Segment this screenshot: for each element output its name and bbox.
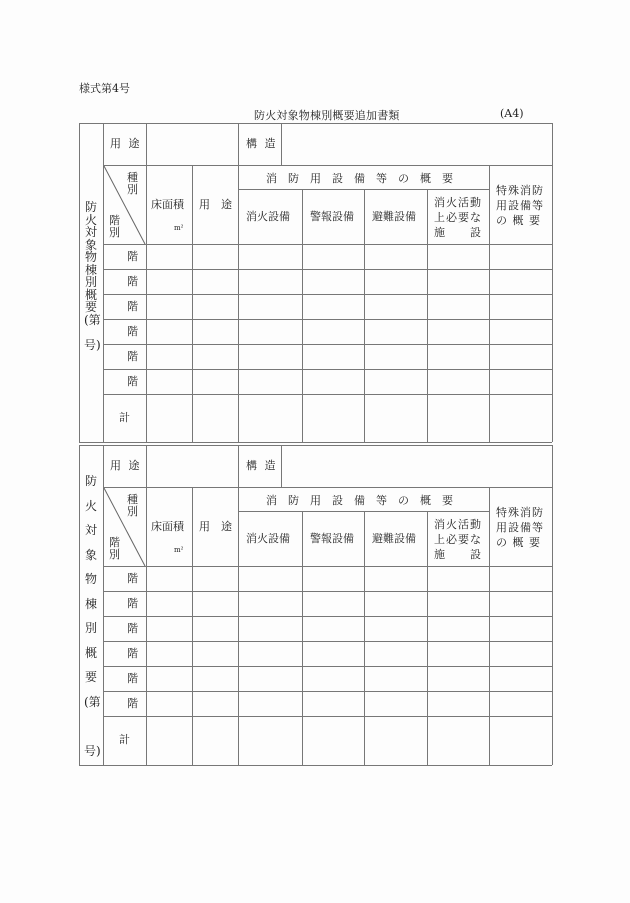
floor-row-cell[interactable]	[147, 370, 192, 394]
floor-row-cell[interactable]	[365, 370, 427, 394]
use-value-field[interactable]	[147, 446, 237, 486]
side-vertical-label-char: (第	[84, 694, 101, 709]
floor-row-cell[interactable]	[490, 295, 552, 319]
floor-row-label: 階	[127, 672, 138, 685]
floor-row-cell[interactable]	[490, 245, 552, 269]
use-row-bottom	[103, 165, 552, 166]
evacuation-equipment-label: 避難設備	[372, 210, 416, 223]
floor-row-cell[interactable]	[239, 642, 302, 666]
floor-row-cell[interactable]	[239, 567, 302, 591]
floor-row-cell[interactable]	[239, 592, 302, 616]
floor-row-cell[interactable]	[303, 245, 364, 269]
structure-label: 構 造	[246, 459, 278, 472]
floor-row-cell[interactable]	[365, 567, 427, 591]
floor-row-cell[interactable]	[147, 245, 192, 269]
side-vertical-label-char: 概	[84, 645, 97, 660]
special-equipment-label: の 概 要	[496, 536, 541, 549]
side-vertical-label-char: 象	[84, 237, 97, 252]
floor-row-label: 階	[127, 572, 138, 585]
floor-row-cell[interactable]	[428, 320, 489, 344]
floor-row-cell[interactable]	[428, 617, 489, 641]
floor-row-label: 階	[127, 647, 138, 660]
alarm-equipment-label: 警報設備	[310, 532, 354, 545]
side-vertical-label-char: 防	[84, 200, 97, 214]
total-row-cell[interactable]	[147, 395, 192, 441]
side-vertical-label-char: 対	[84, 523, 97, 537]
side-vertical-label-char: (第	[84, 312, 101, 327]
floor-area-label: 床面積	[151, 520, 184, 533]
floor-row-cell[interactable]	[303, 370, 364, 394]
structure-label: 構 造	[246, 137, 278, 150]
floor-row-cell[interactable]	[428, 345, 489, 369]
total-row-cell[interactable]	[365, 717, 427, 764]
total-row-cell[interactable]	[303, 395, 364, 441]
floor-row-cell[interactable]	[239, 320, 302, 344]
floor-row-cell[interactable]	[303, 592, 364, 616]
equipment-group-bottom	[238, 189, 489, 190]
floor-row-cell[interactable]	[365, 345, 427, 369]
floor-row-cell[interactable]	[193, 692, 238, 716]
floor-row-cell[interactable]	[365, 320, 427, 344]
special-equipment-label: の 概 要	[496, 214, 541, 227]
floor-row-cell[interactable]	[428, 592, 489, 616]
floor-row-cell[interactable]	[303, 692, 364, 716]
floor-row-cell[interactable]	[147, 592, 192, 616]
special-equipment-label: 用設備等	[496, 199, 544, 212]
firefighting-facility-label: 消火活動	[434, 518, 482, 531]
total-row-cell[interactable]	[193, 717, 238, 764]
use-column-label: 用 途	[199, 198, 232, 211]
use-label: 用 途	[110, 459, 142, 472]
use-row-bottom	[103, 487, 552, 488]
floor-row-cell[interactable]	[303, 667, 364, 691]
use-column-label: 用 途	[199, 520, 232, 533]
floor-row-cell[interactable]	[193, 245, 238, 269]
total-label: 計	[119, 411, 130, 424]
floor-row-cell[interactable]	[490, 592, 552, 616]
floor-row-label: 階	[127, 250, 138, 263]
floor-row-cell[interactable]	[365, 245, 427, 269]
floor-label: 別	[109, 226, 120, 239]
floor-row-cell[interactable]	[365, 692, 427, 716]
side-vertical-label-char: 物	[84, 250, 97, 264]
equipment-group-bottom	[238, 511, 489, 512]
kind-label: 種	[127, 171, 138, 184]
floor-row-cell[interactable]	[147, 667, 192, 691]
floor-row-cell[interactable]	[490, 617, 552, 641]
floor-row-cell[interactable]	[239, 692, 302, 716]
floor-row-cell[interactable]	[428, 370, 489, 394]
kind-label: 別	[127, 183, 138, 196]
side-vertical-label-char: 物	[84, 572, 97, 586]
floor-row-cell[interactable]	[239, 370, 302, 394]
total-row-cell[interactable]	[147, 717, 192, 764]
side-vertical-label-char: 別	[84, 275, 97, 289]
floor-row-cell[interactable]	[490, 642, 552, 666]
floor-row-label: 階	[127, 300, 138, 313]
floor-row-cell[interactable]	[147, 617, 192, 641]
floor-row-cell[interactable]	[147, 320, 192, 344]
floor-row-cell[interactable]	[365, 270, 427, 294]
floor-row-cell[interactable]	[193, 270, 238, 294]
paper-size: (A4)	[500, 107, 524, 120]
floor-area-unit: m²	[174, 224, 184, 232]
floor-row-cell[interactable]	[365, 592, 427, 616]
floor-row-cell[interactable]	[490, 270, 552, 294]
side-vertical-label-char: 防	[84, 474, 97, 488]
firefighting-facility-label: 施 設	[434, 548, 482, 561]
floor-row-cell[interactable]	[303, 617, 364, 641]
fire-extinguishing-equipment-label: 消火設備	[246, 532, 290, 545]
floor-row-cell[interactable]	[428, 270, 489, 294]
floor-row-cell[interactable]	[239, 270, 302, 294]
floor-row-cell[interactable]	[490, 567, 552, 591]
side-vertical-label-char: 別	[84, 621, 97, 635]
floor-row-cell[interactable]	[490, 320, 552, 344]
floor-row-cell[interactable]	[147, 642, 192, 666]
overview-form-table	[79, 123, 552, 765]
total-row-cell[interactable]	[428, 717, 489, 764]
floor-row-cell[interactable]	[303, 642, 364, 666]
special-equipment-label: 特殊消防	[496, 184, 544, 197]
side-vertical-label-char: 要	[84, 670, 97, 684]
right-border	[552, 123, 553, 442]
floor-row-cell[interactable]	[303, 345, 364, 369]
side-vertical-label-char: 要	[84, 300, 97, 314]
floor-label: 階	[109, 214, 120, 227]
floor-row-cell[interactable]	[303, 270, 364, 294]
floor-row-cell[interactable]	[193, 617, 238, 641]
total-row-cell[interactable]	[303, 717, 364, 764]
floor-row-cell[interactable]	[365, 642, 427, 666]
floor-row-label: 階	[127, 622, 138, 635]
firefighting-facility-label: 上必要な	[434, 533, 482, 546]
side-vertical-label-char: 象	[84, 547, 97, 562]
floor-row-cell[interactable]	[303, 567, 364, 591]
floor-row-cell[interactable]	[147, 567, 192, 591]
floor-label: 別	[109, 548, 120, 561]
floor-area-label: 床面積	[151, 198, 184, 211]
side-vertical-label-char: 概	[84, 287, 97, 302]
floor-row-cell[interactable]	[428, 567, 489, 591]
side-vertical-label-char: 火	[84, 212, 97, 227]
section-bottom-border	[79, 442, 552, 443]
firefighting-facility-label: 消火活動	[434, 196, 482, 209]
side-vertical-label-char: 棟	[84, 262, 97, 277]
floor-row-cell[interactable]	[193, 592, 238, 616]
floor-row-cell[interactable]	[428, 692, 489, 716]
floor-row-cell[interactable]	[490, 667, 552, 691]
form-number: 様式第4号	[79, 82, 130, 95]
total-label: 計	[119, 733, 130, 746]
special-equipment-label: 用設備等	[496, 521, 544, 534]
floor-label: 階	[109, 536, 120, 549]
floor-row-cell[interactable]	[193, 667, 238, 691]
side-vertical-label-char: 対	[84, 225, 97, 239]
floor-row-cell[interactable]	[490, 370, 552, 394]
left-border	[79, 123, 80, 442]
total-row-cell[interactable]	[428, 395, 489, 441]
total-row-cell[interactable]	[239, 395, 302, 441]
total-row-cell[interactable]	[490, 395, 552, 441]
floor-row-cell[interactable]	[239, 667, 302, 691]
floor-row-cell[interactable]	[193, 345, 238, 369]
kind-label: 種	[127, 493, 138, 506]
special-equipment-label: 特殊消防	[496, 506, 544, 519]
floor-row-cell[interactable]	[428, 667, 489, 691]
floor-row-cell[interactable]	[490, 692, 552, 716]
use-label: 用 途	[110, 137, 142, 150]
floor-row-cell[interactable]	[239, 345, 302, 369]
side-vertical-label-char: 号)	[84, 337, 101, 352]
floor-row-label: 階	[127, 325, 138, 338]
use-value-field[interactable]	[147, 124, 237, 164]
floor-row-label: 階	[127, 597, 138, 610]
fire-extinguishing-equipment-label: 消火設備	[246, 210, 290, 223]
floor-row-cell[interactable]	[193, 642, 238, 666]
side-vertical-label-char: 号)	[84, 743, 101, 758]
floor-row-cell[interactable]	[490, 345, 552, 369]
firefighting-facility-label: 上必要な	[434, 211, 482, 224]
side-vertical-label-char: 火	[84, 498, 97, 513]
floor-row-cell[interactable]	[147, 692, 192, 716]
structure-value-field[interactable]	[282, 124, 551, 164]
floor-row-cell[interactable]	[428, 245, 489, 269]
floor-row-cell[interactable]	[239, 617, 302, 641]
floor-row-label: 階	[127, 275, 138, 288]
floor-row-cell[interactable]	[147, 295, 192, 319]
floor-row-cell[interactable]	[193, 370, 238, 394]
total-row-cell[interactable]	[193, 395, 238, 441]
right-border	[552, 445, 553, 765]
floor-row-cell[interactable]	[365, 295, 427, 319]
alarm-equipment-label: 警報設備	[310, 210, 354, 223]
floor-row-label: 階	[127, 375, 138, 388]
total-row-cell[interactable]	[490, 717, 552, 764]
floor-row-cell[interactable]	[428, 295, 489, 319]
floor-row-cell[interactable]	[365, 617, 427, 641]
floor-row-cell[interactable]	[193, 320, 238, 344]
kind-label: 別	[127, 505, 138, 518]
side-vertical-label-char: 棟	[84, 596, 97, 611]
floor-area-unit: m²	[174, 546, 184, 554]
equipment-group-label: 消 防 用 設 備 等 の 概 要	[266, 494, 453, 507]
document-title: 防火対象物棟別概要追加書類	[254, 109, 400, 122]
total-row-cell[interactable]	[239, 717, 302, 764]
floor-row-cell[interactable]	[193, 295, 238, 319]
floor-row-cell[interactable]	[365, 667, 427, 691]
floor-row-cell[interactable]	[147, 270, 192, 294]
floor-row-cell[interactable]	[239, 295, 302, 319]
firefighting-facility-label: 施 設	[434, 226, 482, 239]
floor-row-cell[interactable]	[303, 295, 364, 319]
equipment-group-label: 消 防 用 設 備 等 の 概 要	[266, 172, 453, 185]
floor-row-cell[interactable]	[428, 642, 489, 666]
floor-row-cell[interactable]	[147, 345, 192, 369]
floor-row-cell[interactable]	[193, 567, 238, 591]
evacuation-equipment-label: 避難設備	[372, 532, 416, 545]
floor-row-cell[interactable]	[303, 320, 364, 344]
floor-row-label: 階	[127, 697, 138, 710]
floor-row-label: 階	[127, 350, 138, 363]
total-row-cell[interactable]	[365, 395, 427, 441]
left-border	[79, 445, 80, 765]
floor-row-cell[interactable]	[239, 245, 302, 269]
section-bottom-border	[79, 765, 552, 766]
structure-value-field[interactable]	[282, 446, 551, 486]
